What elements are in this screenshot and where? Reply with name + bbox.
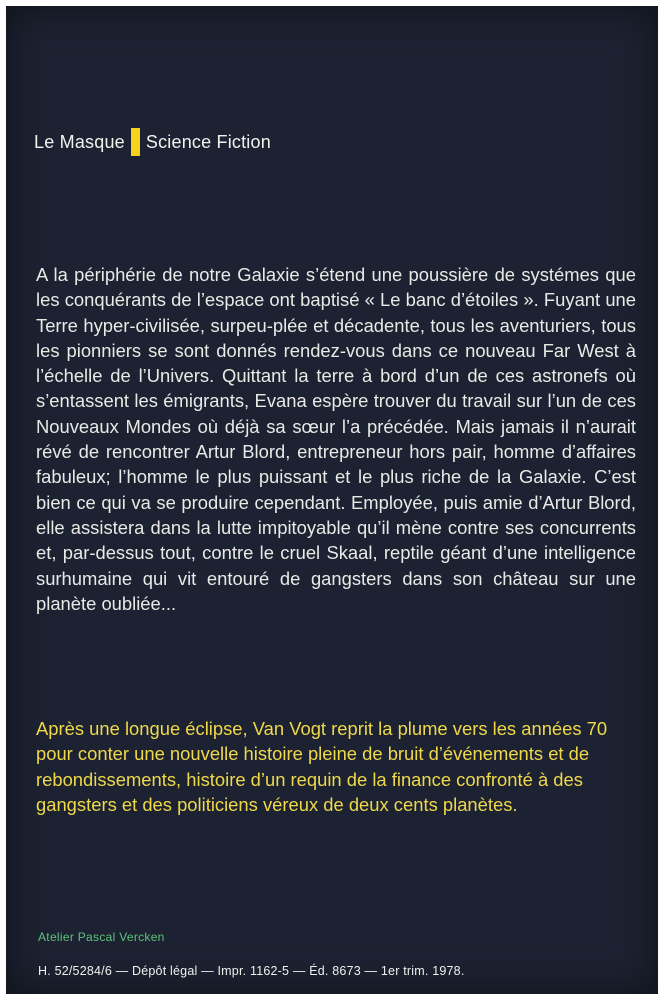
- series-name: Le Masque: [34, 131, 125, 152]
- yellow-bar-divider: [131, 128, 140, 156]
- legal-deposit-line: H. 52/5284/6 — Dépôt légal — Impr. 1162-5 — Éd. 8673 — 1er trim. 1978.: [38, 964, 465, 978]
- back-cover: [6, 6, 658, 994]
- highlight-paragraph: Après une longue éclipse, Van Vogt reprit la plume vers les années 70 pour conter une nouvelle histoire pleine de bruit d’événements et de rebondissements, histoire d’un requin de la finance confronté à des gangsters et des politiciens véreux de deux cents planètes.: [36, 718, 608, 815]
- cover-credit: Atelier Pascal Vercken: [38, 930, 165, 944]
- collection-name: Science Fiction: [145, 131, 271, 152]
- synopsis-paragraph: A la périphérie de notre Galaxie s’étend une poussière de systémes que les conquérants de l’espace ont baptisé « Le banc d’étoiles ». Fuyant une Terre hyper-civilisée, surpeu-plée et décadente, tous les aventuriers, tous les pionniers se sont donnés rendez-vous dans ce nouveau Far West à l’échelle de l’Univers. Quittant la terre à bord d’un de ces astronefs où s’entassent les émigrants, Evana espère trouver du travail sur l’un de ces Nouveaux Mondes où déjà sa sœur l’a précédée. Mais jamais il n’aurait révé de rencontrer Artur Blord, entrepreneur hors pair, homme d’affaires fabuleux; l’homme le plus puissant et le plus riche de la Galaxie. C’est bien ce qui va se produire cependant. Employée, puis amie d’Artur Blord, elle assistera dans la lutte impitoyable qu’il mène contre ses concurrents et, par-dessus tout, contre le cruel Skaal, reptile géant d’une intelligence surhumaine qui vit entouré de gangsters dans son château sur une planète oubliée...: [36, 264, 636, 614]
- publisher-brand: [34, 128, 271, 156]
